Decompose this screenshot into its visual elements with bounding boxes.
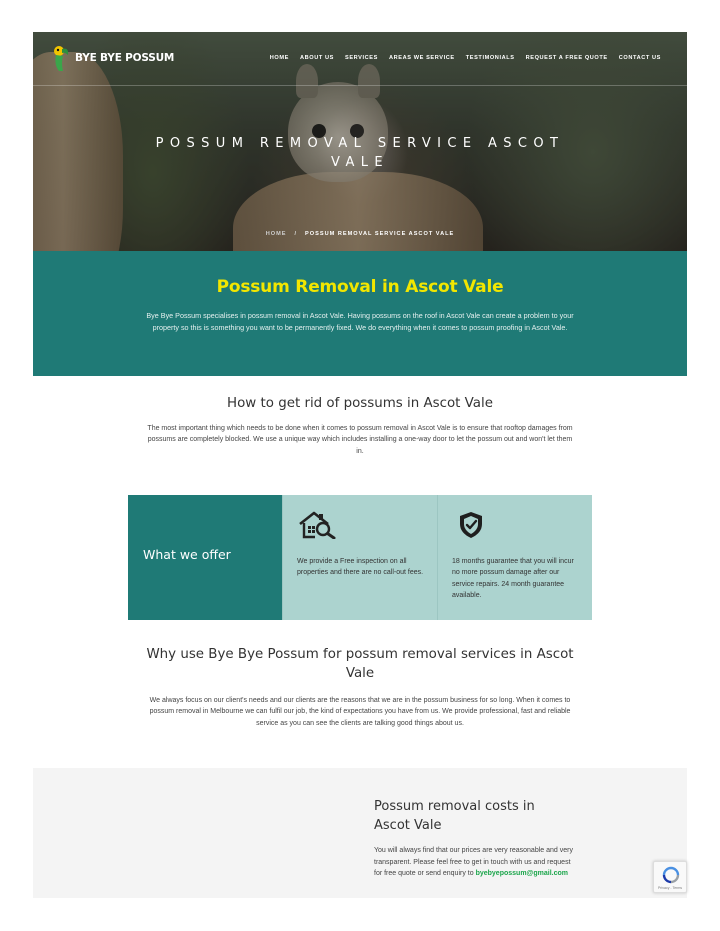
why-section [33,620,687,768]
costs-text [374,845,574,880]
offer-card-guarantee [437,495,592,620]
why-heading: Why use Bye Bye Possum for possum removal services in Ascot Vale [146,647,574,681]
page [33,32,687,898]
nav-item-areas-we-service[interactable]: AREAS WE SERVICE [388,55,455,61]
breadcrumb-current: POSSUM REMOVAL SERVICE ASCOT VALE [305,231,455,237]
nav-item-home[interactable]: HOME [269,55,289,61]
nav-item-contact-us[interactable]: CONTACT US [618,55,661,61]
intro-heading: Possum Removal in Ascot Vale [216,277,504,297]
offer-card-inspection [282,495,437,620]
intro-section [33,251,687,376]
page-title: POSSUM REMOVAL SERVICE ASCOT VALE [155,136,565,170]
shield-check-icon [458,511,484,544]
costs-text-body: You will always find that our prices are very reasonable and very transparent. Please feel free to get in touch with us and request for free quote or send enquiry to [374,847,573,878]
offer-heading: What we offer [143,547,231,562]
main-navigation [33,32,687,86]
logo[interactable] [53,43,174,73]
breadcrumb-home-link[interactable]: HOME [265,231,287,237]
offer-card-guarantee-text: 18 months guarantee that you will incur no more possum damage after our service repairs. 24 month guarantee available. [452,558,574,600]
nav-item-testimonials[interactable]: TESTIMONIALS [465,55,515,61]
nav-item-services[interactable]: SERVICES [344,55,378,61]
recaptcha-label: Privacy - Terms [657,886,683,890]
email-link[interactable]: byebyepossum@gmail.com [475,870,568,878]
why-text: We always focus on our client's needs and our clients are the reasons that we are in the possum business for so long. When it comes to possum removal in Melbourne we can fulfil our job, the kind of expectations you have from us. We provide professional, fast and reliable service as you can see the clients are talking good things about us. [149,697,571,727]
nav-menu [270,55,661,61]
recaptcha-badge[interactable] [653,861,687,893]
breadcrumb [33,231,687,237]
offer-section [128,495,592,620]
nav-item-about-us[interactable]: ABOUT US [299,55,334,61]
how-to-section [33,376,687,495]
breadcrumb-separator: / [294,231,298,237]
house-inspection-icon [297,511,337,544]
tree-branch-image [233,172,483,251]
offer-heading-panel [128,495,282,620]
nav-item-request-quote[interactable]: REQUEST A FREE QUOTE [525,55,608,61]
logo-text: BYE BYE POSSUM [75,52,175,64]
offer-card-inspection-text: We provide a Free inspection on all properties and there are no call-out fees. [297,558,424,577]
possum-logo-icon [53,43,71,73]
hero-banner [33,32,687,251]
costs-heading: Possum removal costs in Ascot Vale [374,799,535,833]
how-to-text: The most important thing which needs to be done when it comes to possum removal in Ascot Vale is to ensure that rooftop damages from possums are completely blocked. We use a unique way which includes installing a one-way door to let the possum out and won't let them in. [147,425,573,455]
costs-section [33,768,687,898]
how-to-heading: How to get rid of possums in Ascot Vale [227,396,493,411]
intro-text: Bye Bye Possum specialises in possum removal in Ascot Vale. Having possums on the roof in Ascot Vale can create a problem to your property so this is something you want to be permanently fixed. We do everything when it comes to possum proofing in Ascot Vale. [146,311,574,332]
